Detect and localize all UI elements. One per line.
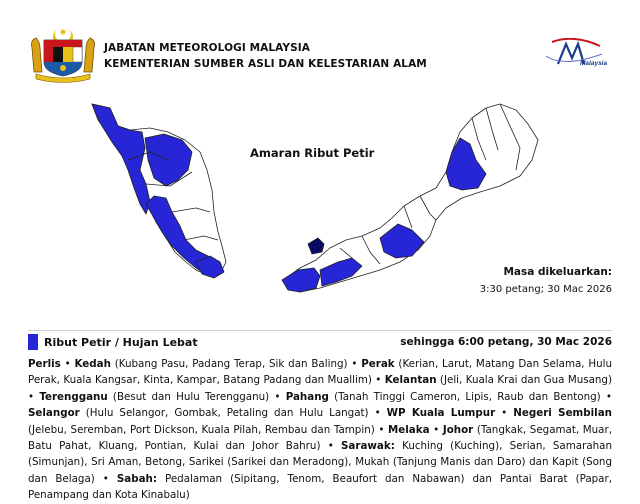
region-sarawak-west [282, 268, 320, 292]
separator: • [368, 407, 387, 420]
agency-title: JABATAN METEOROLOGI MALAYSIA [104, 42, 310, 54]
state-name: Kedah [74, 358, 111, 370]
agency-name [104, 40, 427, 72]
ministry-title: KEMENTERIAN SUMBER ASLI DAN KELESTARIAN ALAM [104, 58, 427, 70]
state-name: Selangor [28, 407, 80, 420]
malaysia-coat-of-arms-icon [28, 26, 98, 84]
state-name: Perlis [28, 358, 61, 370]
state-name: Pahang [285, 390, 329, 403]
state-name: Sabah: [116, 472, 158, 485]
separator: • [320, 440, 342, 453]
warning-header-bar [28, 330, 612, 353]
region-perlis-kedah-perak [92, 104, 150, 214]
affected-areas [28, 356, 612, 504]
state-areas: Pedalaman (Sipitang, Tenom, Beaufort dan Nabawan) dan Pantai Barat (Papar, Penampang dan Kota Kinabalu) [28, 472, 612, 502]
separator: • [374, 423, 389, 436]
state-areas: (Jeli, Kuala Krai dan Gua Musang) [436, 374, 612, 387]
separator: • [495, 407, 514, 420]
state-areas: (Hulu Selangor, Gombak, Petaling dan Hulu Langat) [79, 407, 369, 420]
state-areas: Kuching (Kuching), Serian, Samarahan (Simunjan), Sri Aman, Betong, Sarikei (Sarikei dan Meradong), Mukah (Tanjung Manis dan Daro) dan Kapit (Song dan Belaga) [28, 440, 612, 485]
warning-type: Ribut Petir / Hujan Lebat [44, 336, 198, 349]
state-name: Perak [361, 358, 395, 370]
warning-valid-until: sehingga 6:00 petang, 30 Mac 2026 [400, 336, 612, 348]
separator: • [269, 390, 286, 403]
header [0, 0, 640, 90]
region-kuching [308, 238, 324, 254]
state-areas: (Tangkak, Segamat, Muar, Batu Pahat, Kluang, Pontian, Kulai dan Johor Bahru) [28, 423, 613, 453]
separator: • [28, 390, 40, 403]
issued-time [480, 264, 612, 298]
svg-text:Malaysia: Malaysia [580, 60, 608, 67]
map-title: Amaran Ribut Petir [250, 146, 375, 160]
separator: • [371, 374, 385, 387]
state-name: Terengganu [39, 390, 108, 403]
separator: • [347, 358, 362, 370]
warning-color-swatch [28, 334, 38, 350]
state-name: WP Kuala Lumpur [386, 407, 496, 420]
state-areas: (Besut dan Hulu Terengganu) [107, 390, 270, 403]
issued-label: Masa dikeluarkan: [503, 266, 612, 278]
separator: • [60, 358, 75, 370]
state-areas: (Kerian, Larut, Matang Dan Selama, Hulu Perak, Kuala Kangsar, Kinta, Kampar, Batang Padang dan Muallim) [28, 358, 613, 387]
separator: • [94, 472, 117, 485]
separator: • [600, 390, 612, 403]
issued-value: 3:30 petang; 30 Mac 2026 [479, 284, 612, 295]
met-malaysia-logo [544, 38, 614, 70]
state-name: Negeri Sembilan [513, 407, 612, 420]
state-name: Sarawak: [341, 440, 395, 453]
state-areas: (Jelebu, Seremban, Port Dickson, Kuala Pilah, Rembau dan Tampin) [28, 423, 375, 436]
separator: • [429, 423, 443, 436]
state-areas: (Kubang Pasu, Padang Terap, Sik dan Baling) [110, 358, 348, 370]
state-name: Melaka [388, 423, 430, 436]
state-name: Johor [442, 423, 474, 436]
state-areas: (Tanah Tinggi Cameron, Lipis, Raub dan Bentong) [328, 390, 601, 403]
state-name: Kelantan [384, 374, 437, 387]
